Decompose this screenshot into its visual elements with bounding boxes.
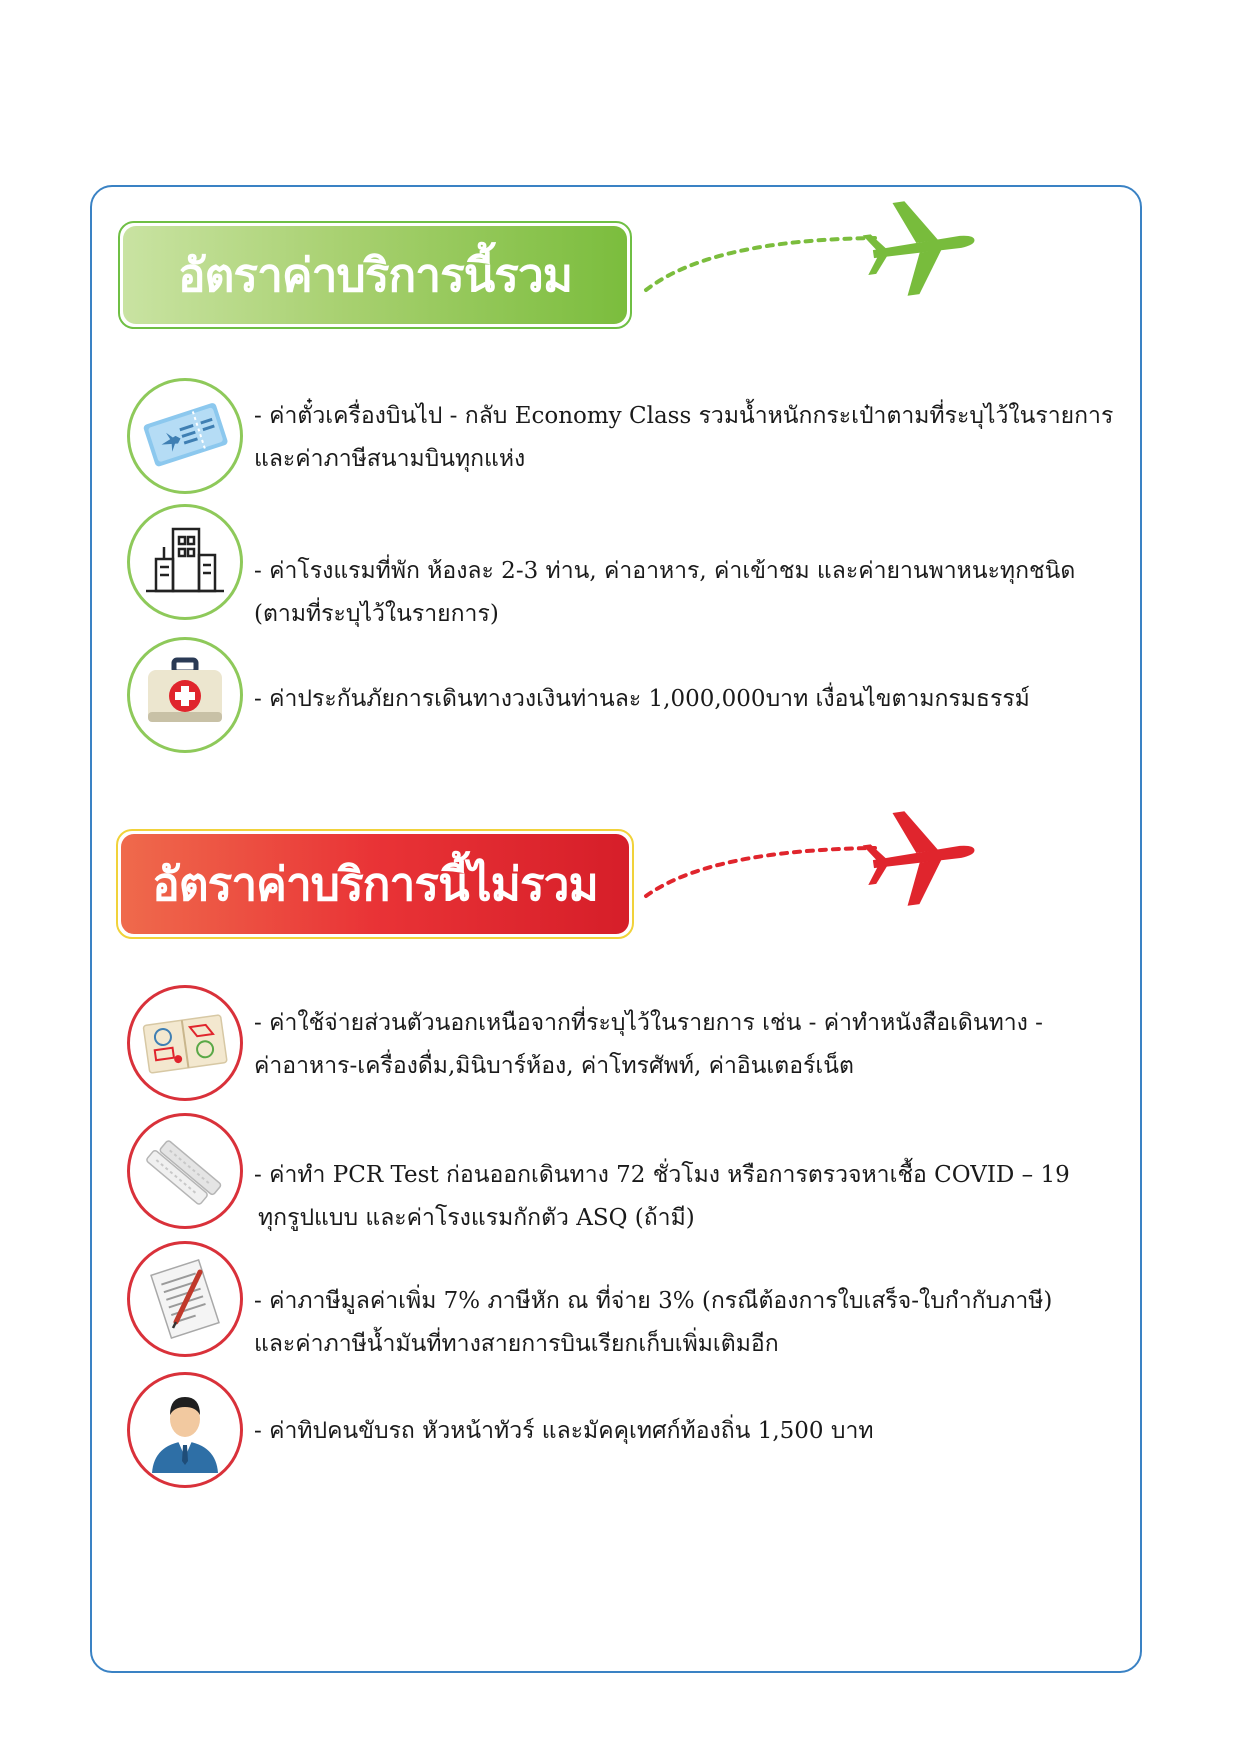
excluded-item-1-line-2: ค่าอาหาร-เครื่องดื่ม,มินิบาร์ห้อง, ค่าโทรศัพท์, ค่าอินเตอร์เน็ต bbox=[254, 1053, 854, 1079]
hotel-icon bbox=[130, 507, 240, 617]
excluded-item-2-line-2: ทุกรูปแบบ และค่าโรงแรมกักตัว ASQ (ถ้ามี) bbox=[258, 1205, 695, 1231]
red-plane-icon bbox=[640, 810, 980, 920]
first-aid-icon bbox=[130, 640, 240, 750]
included-item-2-icon-circle bbox=[127, 504, 243, 620]
excluded-banner bbox=[116, 829, 634, 939]
excluded-title: อัตราค่าบริการนี้ไม่รวม bbox=[121, 834, 629, 934]
test-swab-icon bbox=[130, 1116, 240, 1226]
included-item-2-line-1: - ค่าโรงแรมที่พัก ห้องละ 2-3 ท่าน, ค่าอาหาร, ค่าเข้าชม และค่ายานพาหนะทุกชนิด bbox=[254, 558, 1076, 584]
excluded-item-4-line-1: - ค่าทิปคนขับรถ หัวหน้าทัวร์ และมัคคุเทศก์ท้องถิ่น 1,500 บาท bbox=[254, 1418, 874, 1444]
excluded-item-3-line-2: และค่าภาษีน้ำมันที่ทางสายการบินเรียกเก็บเพิ่มเติมอีก bbox=[254, 1331, 779, 1357]
excluded-item-2-icon-circle bbox=[127, 1113, 243, 1229]
excluded-item-4-icon-circle bbox=[127, 1372, 243, 1488]
included-item-1-line-1: - ค่าตั๋วเครื่องบินไป - กลับ Economy Class รวมน้ำหนักกระเป๋าตามที่ระบุไว้ในรายการ bbox=[254, 403, 1114, 429]
included-item-3-icon-circle bbox=[127, 637, 243, 753]
included-title: อัตราค่าบริการนี้รวม bbox=[123, 226, 627, 324]
guide-person-icon bbox=[130, 1375, 240, 1485]
excluded-item-3-icon-circle bbox=[127, 1241, 243, 1357]
included-item-3-line-1: - ค่าประกันภัยการเดินทางวงเงินท่านละ 1,000,000บาท เงื่อนไขตามกรมธรรม์ bbox=[254, 686, 1030, 712]
included-item-1-icon-circle bbox=[127, 378, 243, 494]
green-plane-icon bbox=[640, 200, 980, 310]
ticket-icon bbox=[130, 381, 240, 491]
document-pen-icon bbox=[130, 1244, 240, 1354]
passport-icon bbox=[130, 988, 240, 1098]
included-item-1-line-2: และค่าภาษีสนามบินทุกแห่ง bbox=[254, 446, 526, 472]
included-item-2-line-2: (ตามที่ระบุไว้ในรายการ) bbox=[254, 601, 499, 627]
included-banner bbox=[118, 221, 632, 329]
excluded-item-1-line-1: - ค่าใช้จ่ายส่วนตัวนอกเหนือจากที่ระบุไว้ในรายการ เช่น - ค่าทำหนังสือเดินทาง - bbox=[254, 1010, 1043, 1036]
excluded-item-2-line-1: - ค่าทำ PCR Test ก่อนออกเดินทาง 72 ชั่วโมง หรือการตรวจหาเชื้อ COVID – 19 bbox=[254, 1162, 1070, 1188]
excluded-item-1-icon-circle bbox=[127, 985, 243, 1101]
excluded-item-3-line-1: - ค่าภาษีมูลค่าเพิ่ม 7% ภาษีหัก ณ ที่จ่าย 3% (กรณีต้องการใบเสร็จ-ใบกำกับภาษี) bbox=[254, 1288, 1053, 1314]
